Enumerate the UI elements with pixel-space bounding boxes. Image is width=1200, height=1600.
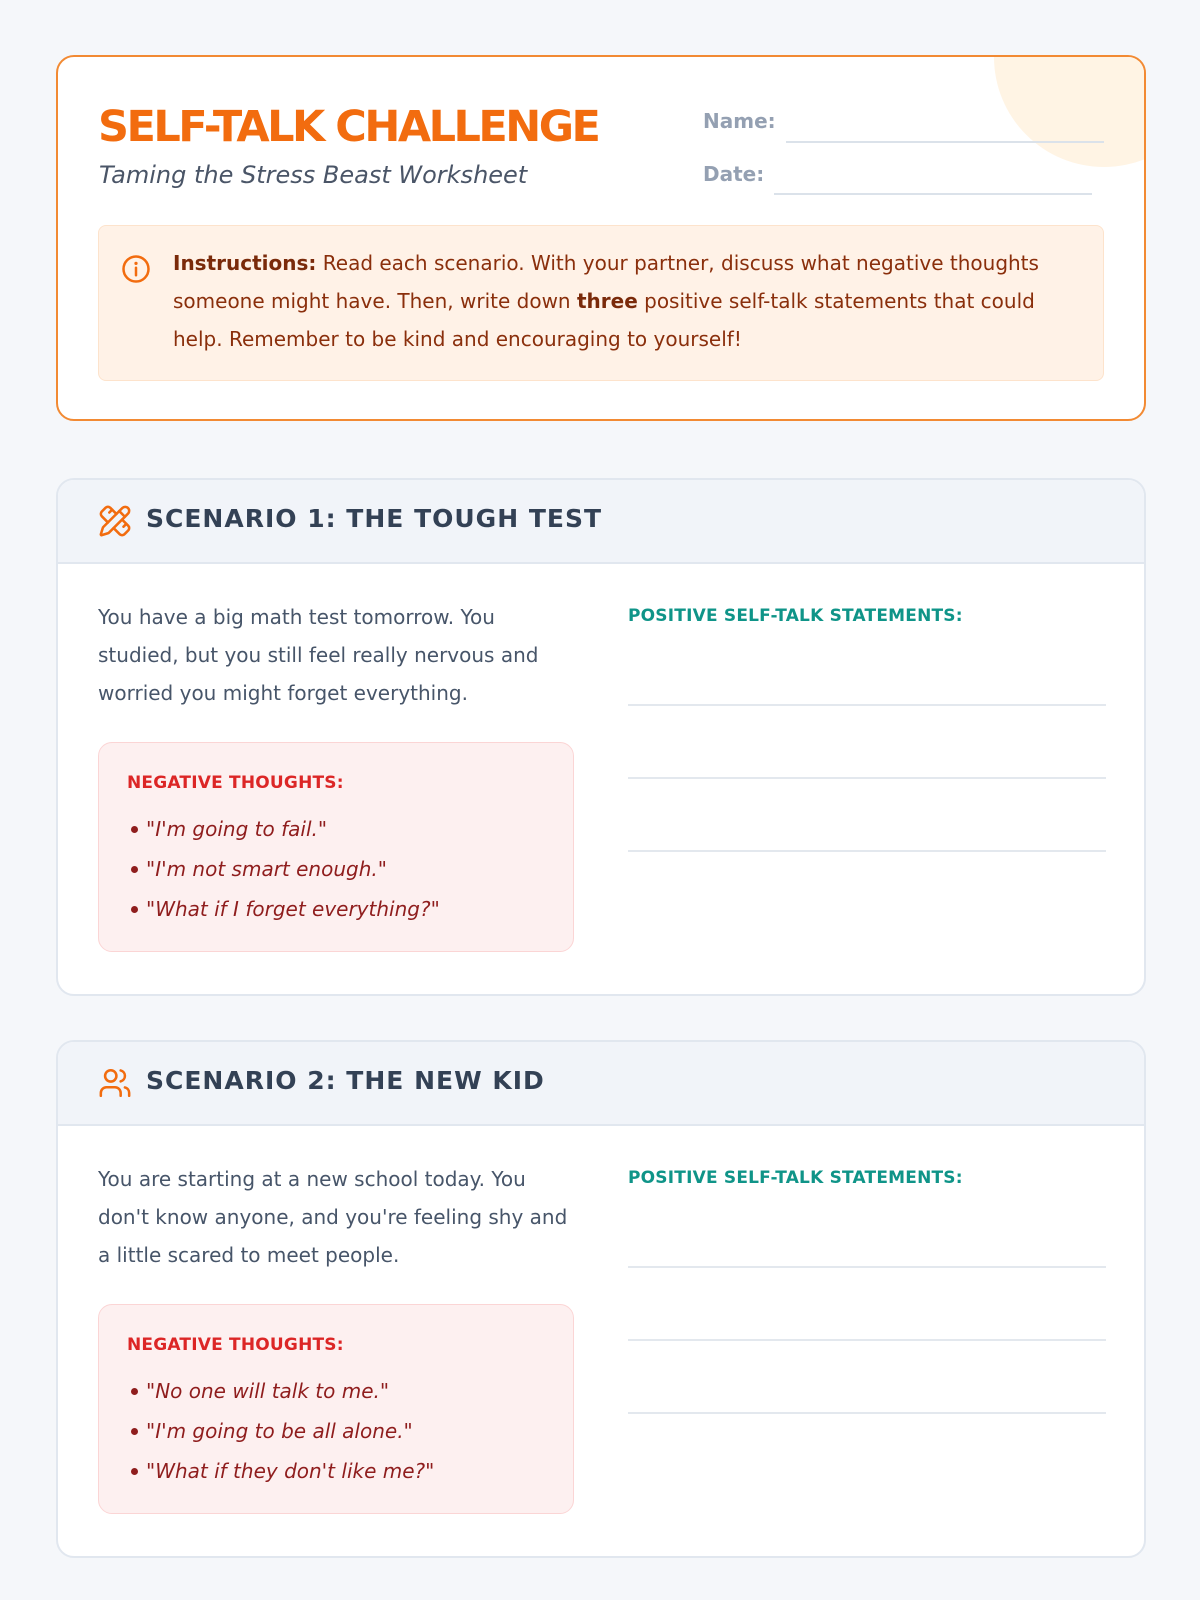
negative-thought-text: "What if I forget everything?" [146, 897, 440, 921]
name-label: Name: [703, 109, 776, 133]
negative-thought-item [127, 889, 440, 929]
positive-statement-field[interactable] [628, 1339, 1106, 1341]
negative-thought-item [127, 1411, 434, 1451]
date-label: Date: [703, 162, 765, 186]
negative-thoughts-title: NEGATIVE THOUGHTS: [127, 773, 344, 793]
positive-statement-field[interactable] [628, 1266, 1106, 1268]
decorative-corner-shape [994, 55, 1146, 167]
scenario-header [58, 1042, 1144, 1126]
scenario-header [58, 480, 1144, 564]
positive-statements-title: POSITIVE SELF-TALK STATEMENTS: [628, 606, 963, 626]
scenario-description: You have a big math test tomorrow. You studied, but you still feel really nervous and worried you might forget everything. [98, 605, 539, 705]
negative-thought-item [127, 1451, 434, 1491]
bullet-icon [131, 866, 138, 873]
bullet-icon [131, 826, 138, 833]
negative-thought-item [127, 809, 440, 849]
bullet-icon [131, 906, 138, 913]
positive-statement-field[interactable] [628, 704, 1106, 706]
negative-thought-text: "I'm going to be all alone." [146, 1419, 413, 1443]
negative-thought-text: "What if they don't like me?" [146, 1459, 435, 1483]
positive-statement-field[interactable] [628, 1412, 1106, 1414]
negative-thoughts-title: NEGATIVE THOUGHTS: [127, 1335, 344, 1355]
instructions-part1: Read each scenario. With your partner, discuss what negative thoughts someone might have. Then, write down [173, 251, 1039, 313]
instructions-lead: Instructions: [173, 251, 317, 275]
scenario-title: SCENARIO 1: THE TOUGH TEST [146, 504, 603, 533]
bullet-icon [131, 1428, 138, 1435]
positive-statements-title: POSITIVE SELF-TALK STATEMENTS: [628, 1168, 963, 1188]
info-icon [121, 254, 151, 284]
page-title: SELF-TALK CHALLENGE [98, 102, 599, 152]
users-icon [98, 1066, 132, 1100]
name-field[interactable] [786, 141, 1104, 143]
instructions-emphasis: three [576, 289, 638, 313]
positive-statement-field[interactable] [628, 777, 1106, 779]
negative-thought-item [127, 1371, 434, 1411]
date-field[interactable] [774, 193, 1092, 195]
instructions-box [98, 225, 1104, 381]
bullet-icon [131, 1388, 138, 1395]
scenario-card [56, 1040, 1146, 1558]
negative-thought-text: "I'm not smart enough." [146, 857, 387, 881]
instructions-part2: positive self-talk statements that could help. Remember to be kind and encouraging to yourself! [173, 289, 1035, 351]
negative-thought-text: "No one will talk to me." [146, 1379, 390, 1403]
negative-thoughts-list [127, 1371, 434, 1491]
negative-thoughts-box [98, 1304, 574, 1514]
negative-thoughts-list [127, 809, 440, 929]
page-subtitle: Taming the Stress Beast Worksheet [99, 161, 528, 189]
scenario-title: SCENARIO 2: THE NEW KID [146, 1066, 545, 1095]
scenario-description: You are starting at a new school today. You don't know anyone, and you're feeling shy and a little scared to meet people. [98, 1167, 568, 1267]
bullet-icon [131, 1468, 138, 1475]
negative-thought-text: "I'm going to fail." [146, 817, 328, 841]
pencil-ruler-icon [98, 504, 132, 538]
negative-thoughts-box [98, 742, 574, 952]
negative-thought-item [127, 849, 440, 889]
positive-statement-field[interactable] [628, 850, 1106, 852]
scenario-card [56, 478, 1146, 996]
header-card [56, 55, 1146, 421]
instructions-text [173, 244, 1073, 358]
